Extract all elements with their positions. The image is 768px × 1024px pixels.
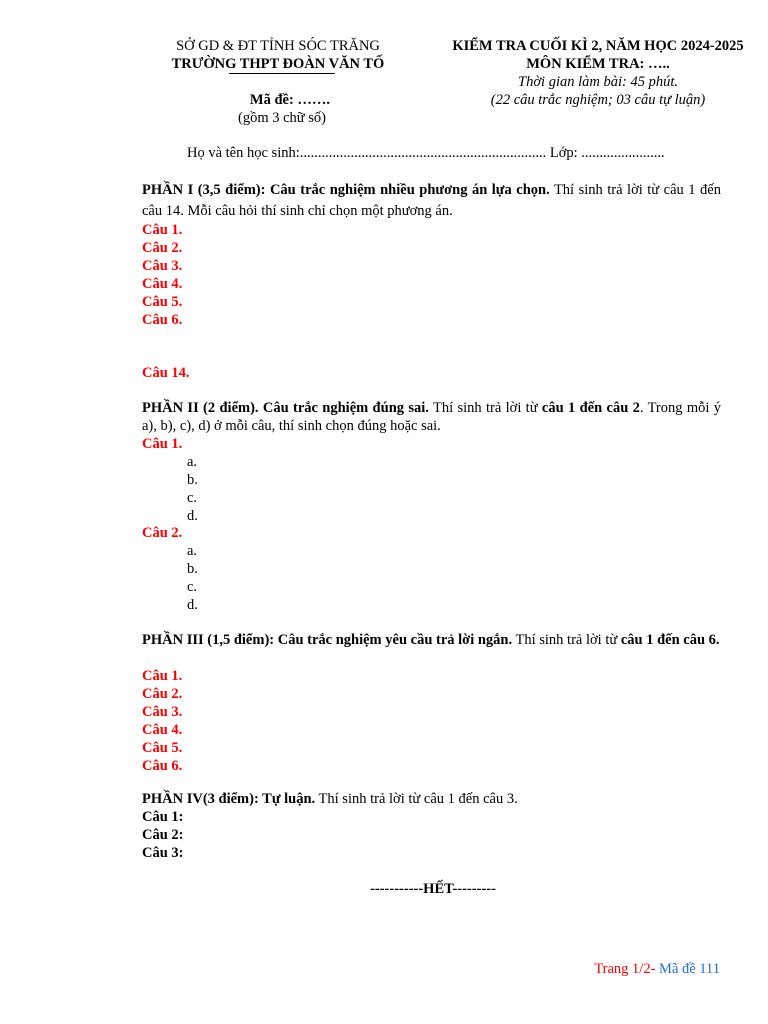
part3-title: PHẦN III (1,5 điểm): Câu trắc nghiệm yêu cầu trả lời ngắn. — [142, 632, 513, 648]
part4-question: Câu 2: — [142, 827, 184, 843]
part2-q1-option-b: b. — [187, 472, 198, 488]
part2-q2-option-c: c. — [187, 579, 198, 595]
part3-question: Câu 2. — [142, 686, 183, 702]
part4-question: Câu 1: — [142, 809, 184, 825]
part4-question: Câu 3: — [142, 845, 184, 861]
part2-q2-option-b: b. — [187, 561, 198, 577]
part1-question: Câu 1. — [142, 222, 183, 238]
header-right — [430, 37, 766, 109]
exam-question-count: (22 câu trắc nghiệm; 03 câu tự luận) — [490, 92, 706, 108]
department-name: SỞ GD & ĐT TỈNH SÓC TRĂNG — [176, 38, 380, 54]
exam-code-note: (gồm 3 chữ số) — [238, 110, 326, 126]
part3-question: Câu 1. — [142, 668, 183, 684]
part4-heading — [142, 790, 721, 808]
part1-heading — [142, 180, 721, 222]
part3-desc-a: Thí sinh trả lời từ — [512, 632, 621, 648]
part2-question-2: Câu 2. — [142, 525, 183, 541]
part1-question: Câu 3. — [142, 258, 183, 274]
part1-question: Câu 4. — [142, 276, 183, 292]
page-number: Trang 1/2- — [594, 961, 656, 977]
part3-questions — [142, 667, 721, 775]
part3-question: Câu 6. — [142, 758, 183, 774]
school-name: TRƯỜNG THPT ĐOÀN VĂN TỐ — [171, 56, 385, 72]
student-info-line: Họ và tên học sinh:.................................................................... Lớp: ....................... — [187, 145, 665, 161]
part4-title: PHẦN IV(3 điểm): Tự luận. — [142, 791, 316, 807]
part2-desc-a: Thí sinh trả lời từ — [428, 400, 542, 416]
part2-desc-bold: câu 1 đến câu 2 — [541, 400, 640, 416]
part2-q2-option-a: a. — [187, 543, 198, 559]
part2-title: PHẦN II (2 điểm). Câu trắc nghiệm đúng sai. — [142, 400, 429, 416]
part1-question: Câu 6. — [142, 312, 183, 328]
exam-code: Mã đề: ……. — [249, 92, 331, 108]
part1-question: Câu 2. — [142, 240, 183, 256]
header-left — [140, 37, 416, 73]
part4-questions — [142, 808, 721, 862]
part1-title: PHẦN I (3,5 điểm): Câu trắc nghiệm nhiều phương án lựa chọn. — [142, 182, 550, 198]
exam-code-block — [140, 91, 440, 127]
part2-q1-option-d: d. — [187, 508, 198, 524]
part2-q2-option-d: d. — [187, 597, 198, 613]
part3-question: Câu 4. — [142, 722, 183, 738]
part2-heading — [142, 399, 721, 435]
part4-desc: Thí sinh trả lời từ câu 1 đến câu 3. — [315, 791, 518, 807]
part3-desc-bold: câu 1 đến câu 6. — [620, 632, 720, 648]
part1-last-question: Câu 14. — [142, 365, 190, 381]
part1-question: Câu 5. — [142, 294, 183, 310]
exam-title: KIỂM TRA CUỐI KÌ 2, NĂM HỌC 2024-2025 — [452, 38, 744, 54]
exam-duration: Thời gian làm bài: 45 phút. — [518, 74, 678, 90]
part2-question-1: Câu 1. — [142, 436, 183, 452]
part3-question: Câu 5. — [142, 740, 183, 756]
end-marker: -----------HẾT--------- — [370, 881, 496, 897]
part2-desc-b: . Trong mỗi ý a), b), c), d) ở mỗi câu, thí sinh chọn đúng hoặc sai. — [142, 400, 721, 434]
footer-exam-code: Mã đề 111 — [655, 961, 720, 977]
school-underline — [229, 73, 335, 74]
part1-questions — [142, 221, 721, 329]
part3-heading — [142, 631, 721, 649]
part1-desc: Thí sinh trả lời từ câu 1 đến câu 14. Mỗi câu hỏi thí sinh chỉ chọn một phương án. — [142, 182, 721, 219]
part2-q1-option-c: c. — [187, 490, 198, 506]
part3-question: Câu 3. — [142, 704, 183, 720]
exam-subject: MÔN KIỂM TRA: ….. — [526, 56, 670, 72]
part2-q1-option-a: a. — [187, 454, 198, 470]
page-footer — [594, 960, 720, 978]
